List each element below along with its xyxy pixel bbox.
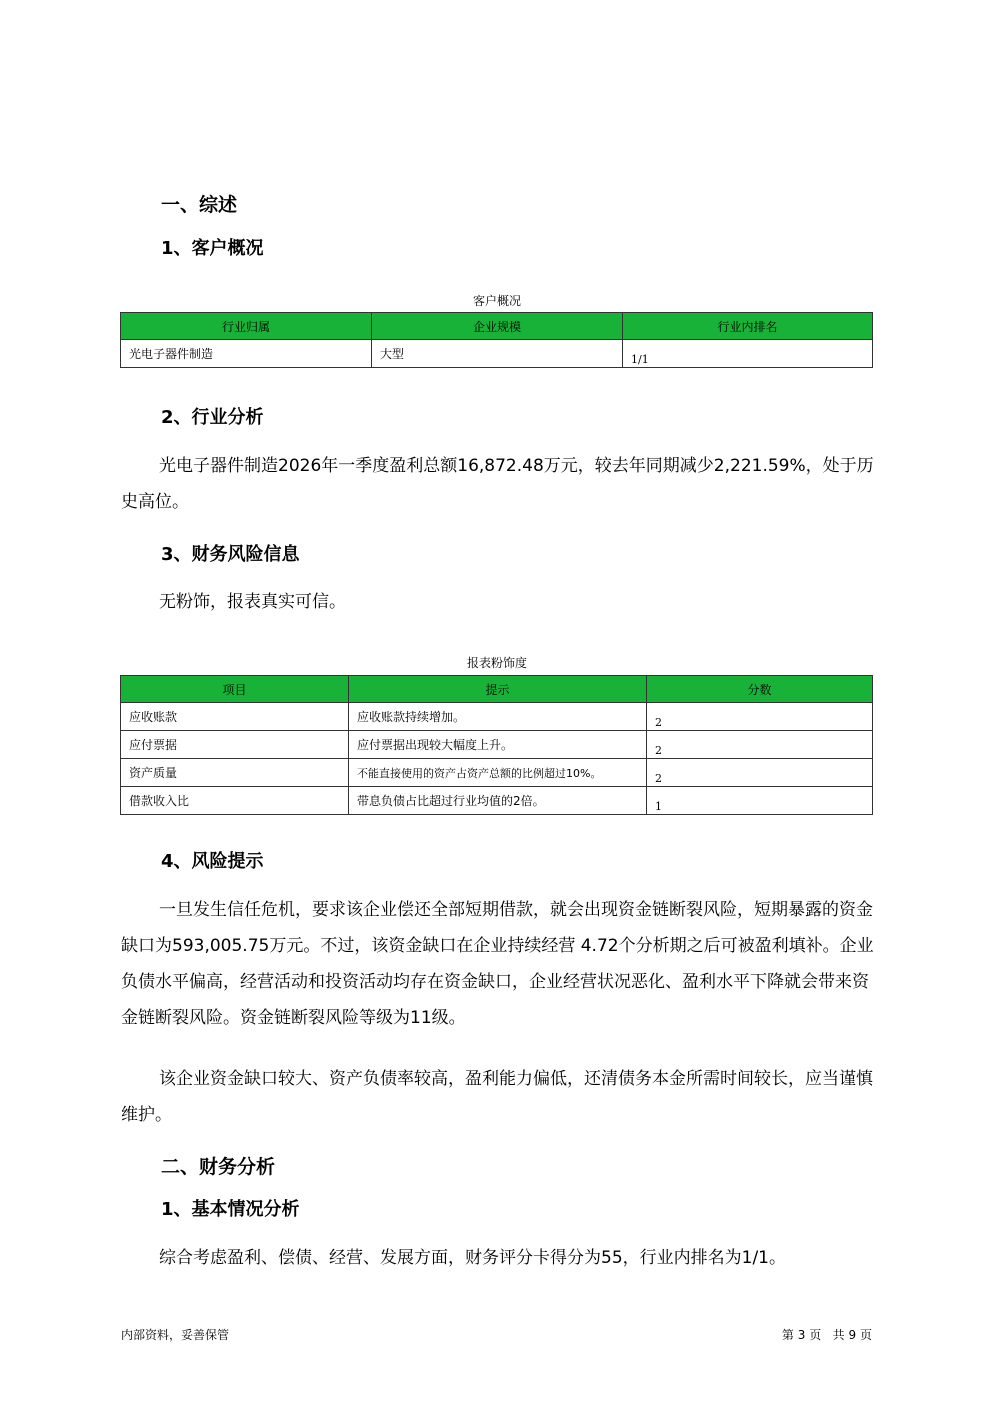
table-row [121, 759, 873, 787]
table-cell: 资产质量 [121, 759, 349, 787]
table-row [121, 703, 873, 731]
table-header-cell: 行业归属 [121, 313, 372, 340]
table-cell: 2 [647, 703, 873, 731]
table-cell: 应收账款持续增加。 [349, 703, 647, 731]
subsection-title-industry: 2、行业分析 [161, 407, 264, 428]
financial-risk-paragraph: 无粉饰，报表真实可信。 [159, 592, 346, 612]
footer-page-current: 3 [797, 1328, 806, 1342]
subsection-title-financial-risk: 3、财务风险信息 [161, 544, 300, 565]
section-title-overview: 一、综述 [161, 194, 238, 216]
footer-total-unit: 页 [859, 1328, 872, 1342]
basic-analysis-paragraph: 综合考虑盈利、偿债、经营、发展方面，财务评分卡得分为55，行业内排名为1/1。 [159, 1248, 786, 1268]
footer-page-number [782, 1326, 872, 1343]
footer-page-unit: 页 [809, 1328, 822, 1342]
industry-analysis-paragraph: 光电子器件制造2026年一季度盈利总额16,872.48万元，较去年同期减少2,221.59%，处于历史高位。 [121, 456, 874, 512]
subsection-title-risk-warning: 4、风险提示 [161, 851, 264, 872]
table-cell: 借款收入比 [121, 787, 349, 815]
table-header-cell: 分数 [647, 676, 873, 703]
table-header-cell: 行业内排名 [623, 313, 873, 340]
table-cell: 带息负债占比超过行业均值的2倍。 [349, 787, 647, 815]
footer-confidential-note: 内部资料，妥善保管 [121, 1328, 230, 1342]
decoration-table-caption: 报表粉饰度 [466, 656, 527, 670]
footer-page-label: 第 [781, 1328, 794, 1342]
subsection-title-basic-analysis: 1、基本情况分析 [161, 1199, 300, 1220]
table-cell: 光电子器件制造 [121, 340, 372, 368]
table-cell: 1/1 [623, 340, 873, 368]
table-cell: 大型 [372, 340, 623, 368]
table-header-cell: 企业规模 [372, 313, 623, 340]
table-cell: 应付票据出现较大幅度上升。 [349, 731, 647, 759]
customer-table [120, 312, 873, 368]
section-title-financial-analysis: 二、财务分析 [161, 1156, 276, 1178]
footer-total-label: 共 [832, 1328, 845, 1342]
table-cell: 应付票据 [121, 731, 349, 759]
table-cell: 2 [647, 759, 873, 787]
risk-warning-paragraph-2: 该企业资金缺口较大、资产负债率较高，盈利能力偏低，还清债务本金所需时间较长，应当谨慎维护。 [121, 1069, 873, 1125]
table-header-cell: 项目 [121, 676, 349, 703]
table-cell: 1 [647, 787, 873, 815]
table-row [121, 340, 873, 368]
table-header-row [121, 313, 873, 340]
table-cell: 2 [647, 731, 873, 759]
customer-table-caption: 客户概况 [472, 294, 521, 308]
table-cell: 应收账款 [121, 703, 349, 731]
risk-warning-paragraph-1: 一旦发生信任危机，要求该企业偿还全部短期借款，就会出现资金链断裂风险，短期暴露的资金缺口为593,005.75万元。不过，该资金缺口在企业持续经营 4.72个分析期之后可被盈利填补。企业负债水平偏高，经营活动和投资活动均存在资金缺口，企业经营状况恶化、盈利水平下降就会带来资金链断裂风险。资金链断裂风险等级为11级。 [121, 900, 874, 1028]
table-cell: 不能直接使用的资产占资产总额的比例超过10%。 [349, 759, 647, 787]
table-row [121, 787, 873, 815]
subsection-title-customer: 1、客户概况 [161, 238, 264, 259]
table-header-row [121, 676, 873, 703]
table-header-cell: 提示 [349, 676, 647, 703]
table-row [121, 731, 873, 759]
decoration-table [120, 675, 873, 815]
footer-page-total: 9 [848, 1328, 857, 1342]
